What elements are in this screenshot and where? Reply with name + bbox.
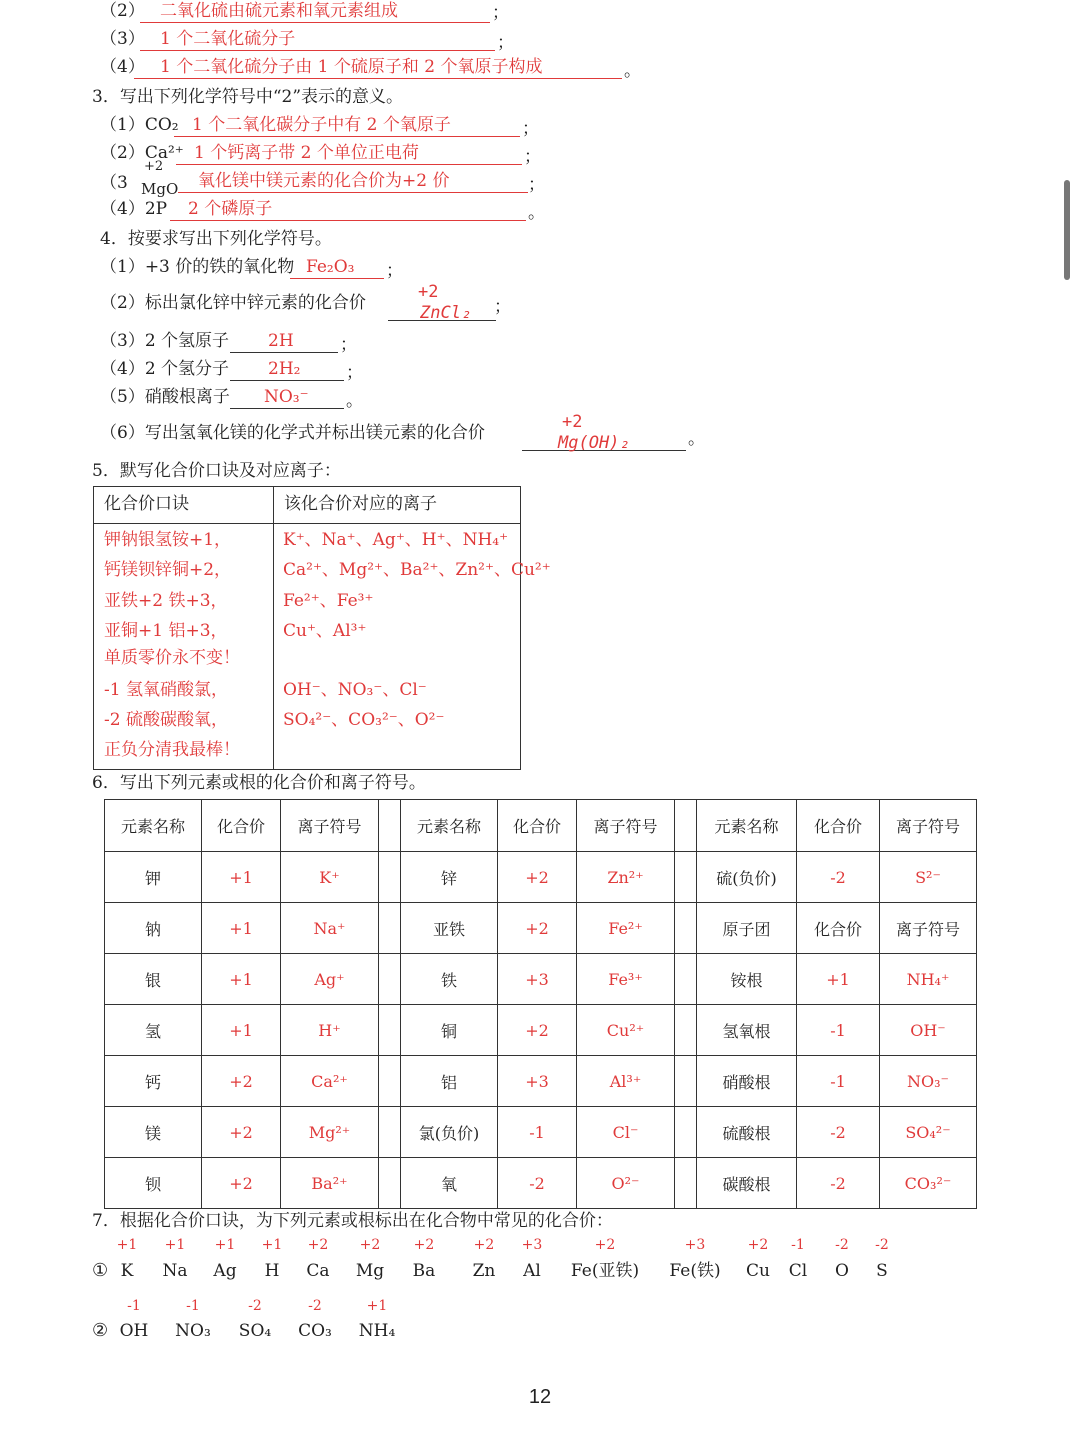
element-name-cell: 氧 bbox=[401, 1158, 498, 1209]
element-symbol: O bbox=[835, 1261, 849, 1281]
gap-cell bbox=[379, 852, 401, 903]
element-symbol: SO₄ bbox=[238, 1321, 272, 1341]
punct: ； bbox=[386, 261, 403, 281]
ion-symbol-cell: OH⁻ bbox=[880, 1005, 977, 1056]
element-name-cell: 碳酸根 bbox=[697, 1158, 797, 1209]
ion-symbol-cell: Al³⁺ bbox=[577, 1056, 675, 1107]
answer-text: 1 个二氧化碳分子中有 2 个氧原子 bbox=[192, 115, 451, 135]
valence-mark: -1 bbox=[186, 1298, 200, 1314]
valence-cell: 化合价 bbox=[797, 903, 880, 954]
valence-cell: +1 bbox=[202, 903, 281, 954]
valence-mark: +2 bbox=[594, 1237, 616, 1253]
q2-item-4: （4） bbox=[100, 57, 145, 77]
ion-symbol-cell: S²⁻ bbox=[880, 852, 977, 903]
ion-symbol-cell: Mg²⁺ bbox=[281, 1107, 379, 1158]
header-cell: 化合价 bbox=[797, 800, 880, 852]
element-symbol: Fe(铁) bbox=[669, 1261, 721, 1281]
header-rhyme: 化合价口诀 bbox=[104, 494, 189, 514]
ion-list: Ca²⁺、Mg²⁺、Ba²⁺、Zn²⁺、Cu²⁺ bbox=[283, 560, 551, 580]
element-name-cell: 氢 bbox=[105, 1005, 202, 1056]
punct: ； bbox=[346, 363, 363, 383]
ion-list: K⁺、Na⁺、Ag⁺、H⁺、NH₄⁺ bbox=[283, 530, 509, 550]
valence-mark: -1 bbox=[127, 1298, 141, 1314]
column-divider bbox=[273, 487, 274, 769]
ion-symbol-cell: H⁺ bbox=[281, 1005, 379, 1056]
valence-mark: -2 bbox=[308, 1298, 322, 1314]
table-row bbox=[105, 903, 977, 954]
punct: ； bbox=[528, 175, 545, 195]
q3-answer-2 bbox=[176, 142, 522, 165]
answer-text: 1 个二氧化硫分子 bbox=[160, 29, 296, 49]
element-symbol: CO₃ bbox=[298, 1321, 332, 1341]
valence-cell: +2 bbox=[202, 1056, 281, 1107]
valence-mark: +1 bbox=[164, 1237, 186, 1253]
table-row bbox=[105, 954, 977, 1005]
element-name-cell: 钠 bbox=[105, 903, 202, 954]
answer-text: 2 个磷原子 bbox=[188, 199, 273, 219]
valence-mark: +2 bbox=[562, 412, 583, 432]
element-name-cell: 氯(负价) bbox=[401, 1107, 498, 1158]
gap-cell bbox=[675, 1005, 697, 1056]
element-symbol: Ca bbox=[306, 1261, 330, 1281]
q4-answer-1 bbox=[290, 256, 384, 279]
valence-mark: -1 bbox=[791, 1237, 805, 1253]
ion-symbol-cell: Ba²⁺ bbox=[281, 1158, 379, 1209]
ion-symbol-cell: SO₄²⁻ bbox=[880, 1107, 977, 1158]
valence-mark: +3 bbox=[684, 1237, 706, 1253]
q2-answer-3 bbox=[140, 28, 495, 51]
element-symbol: S bbox=[876, 1261, 888, 1281]
gap-cell bbox=[675, 1158, 697, 1209]
q7-title: 7．根据化合价口诀，为下列元素或根标出在化合物中常见的化合价： bbox=[92, 1211, 613, 1231]
q4-item-2: （2）标出氯化锌中锌元素的化合价 bbox=[100, 293, 366, 313]
q4-answer-5 bbox=[230, 386, 344, 409]
valence-mark: -2 bbox=[248, 1298, 262, 1314]
valence-cell: +3 bbox=[498, 954, 577, 1005]
element-name-cell: 硫酸根 bbox=[697, 1107, 797, 1158]
q2-item-3: （3） bbox=[100, 29, 145, 49]
ion-symbol-cell: NH₄⁺ bbox=[880, 954, 977, 1005]
element-name-cell: 钙 bbox=[105, 1056, 202, 1107]
valence-ion-table bbox=[104, 799, 977, 1209]
valence-mark: +1 bbox=[261, 1237, 283, 1253]
valence-mark: +2 bbox=[418, 282, 439, 302]
q4-item-1: （1）+3 价的铁的氧化物 bbox=[100, 257, 295, 277]
element-symbol: NH₄ bbox=[358, 1321, 396, 1341]
gap-cell bbox=[379, 800, 401, 852]
gap-cell bbox=[379, 1158, 401, 1209]
answer-text: NO₃⁻ bbox=[264, 387, 309, 407]
q3-answer-3 bbox=[178, 170, 528, 193]
gap-cell bbox=[675, 852, 697, 903]
ion-symbol-cell: Na⁺ bbox=[281, 903, 379, 954]
ion-symbol-cell: Cl⁻ bbox=[577, 1107, 675, 1158]
punct: ； bbox=[524, 147, 541, 167]
element-name-cell: 银 bbox=[105, 954, 202, 1005]
valence-cell: -2 bbox=[797, 1107, 880, 1158]
answer-text: 氧化镁中镁元素的化合价为+2 价 bbox=[198, 171, 450, 191]
element-name-cell: 钾 bbox=[105, 852, 202, 903]
punct: ； bbox=[492, 3, 509, 23]
gap-cell bbox=[379, 954, 401, 1005]
gap-cell bbox=[379, 1005, 401, 1056]
q4-answer-3 bbox=[230, 330, 338, 353]
q4-item-5: （5）硝酸根离子 bbox=[100, 387, 230, 407]
ion-symbol-cell: 离子符号 bbox=[880, 903, 977, 954]
element-name-cell: 亚铁 bbox=[401, 903, 498, 954]
valence-cell: +2 bbox=[498, 903, 577, 954]
element-name-cell: 硝酸根 bbox=[697, 1056, 797, 1107]
page-number: 12 bbox=[528, 1386, 552, 1408]
element-symbol: K bbox=[120, 1261, 134, 1281]
element-name-cell: 铁 bbox=[401, 954, 498, 1005]
table-row bbox=[105, 1005, 977, 1056]
valence-mark: -2 bbox=[875, 1237, 889, 1253]
ion-symbol-cell: Cu²⁺ bbox=[577, 1005, 675, 1056]
element-symbol: H bbox=[264, 1261, 280, 1281]
ion-symbol-cell: O²⁻ bbox=[577, 1158, 675, 1209]
q3-answer-4 bbox=[170, 198, 526, 221]
gap-cell bbox=[379, 903, 401, 954]
q6-title: 6．写出下列元素或根的化合价和离子符号。 bbox=[92, 773, 426, 793]
ion-symbol-cell: K⁺ bbox=[281, 852, 379, 903]
q2-item-2 bbox=[100, 0, 145, 22]
valence-mark: -2 bbox=[835, 1237, 849, 1253]
q3-item-2: （2）Ca²⁺ bbox=[100, 143, 184, 163]
header-ions: 该化合价对应的离子 bbox=[284, 494, 437, 514]
ion-symbol-cell: Ag⁺ bbox=[281, 954, 379, 1005]
valence-cell: -1 bbox=[797, 1056, 880, 1107]
valence-cell: +2 bbox=[498, 852, 577, 903]
punct: ； bbox=[497, 33, 514, 53]
element-symbol: Cu bbox=[746, 1261, 770, 1281]
valence-cell: +1 bbox=[202, 852, 281, 903]
rhyme-line: 钾钠银氢铵+1， bbox=[104, 530, 232, 550]
ion-list: Cu⁺、Al³⁺ bbox=[283, 621, 367, 641]
q4-item-6: （6）写出氢氧化镁的化学式并标出镁元素的化合价 bbox=[100, 423, 485, 443]
q4-item-4: （4）2 个氢分子 bbox=[100, 359, 230, 379]
element-symbol: Cl bbox=[788, 1261, 808, 1281]
rhyme-line: 单质零价永不变！ bbox=[104, 648, 240, 668]
element-symbol: Mg bbox=[355, 1261, 385, 1281]
q5-title: 5．默写化合价口诀及对应离子： bbox=[92, 461, 341, 481]
header-cell: 离子符号 bbox=[880, 800, 977, 852]
element-name-cell: 锌 bbox=[401, 852, 498, 903]
element-symbol: Ba bbox=[412, 1261, 436, 1281]
punct: 。 bbox=[528, 203, 545, 223]
valence-cell: -1 bbox=[498, 1107, 577, 1158]
answer-text: 2H bbox=[268, 331, 294, 351]
answer-text: 二氧化硫由硫元素和氧元素组成 bbox=[160, 1, 398, 21]
q2-answer-2 bbox=[140, 0, 490, 23]
valence-mark: +2 bbox=[473, 1237, 495, 1253]
ion-symbol-cell: CO₃²⁻ bbox=[880, 1158, 977, 1209]
gap-cell bbox=[675, 1107, 697, 1158]
rhyme-line: 钙镁钡锌铜+2， bbox=[104, 560, 232, 580]
element-name-cell: 原子团 bbox=[697, 903, 797, 954]
header-cell: 化合价 bbox=[202, 800, 281, 852]
element-symbol: OH bbox=[119, 1321, 149, 1341]
header-cell: 化合价 bbox=[498, 800, 577, 852]
q3-item-1: （1）CO₂ bbox=[100, 115, 179, 135]
valence-cell: +2 bbox=[498, 1005, 577, 1056]
valence-mark: +2 bbox=[359, 1237, 381, 1253]
element-name-cell: 硫(负价) bbox=[697, 852, 797, 903]
table-body bbox=[105, 800, 977, 1209]
answer-text: 1 个钙离子带 2 个单位正电荷 bbox=[194, 143, 419, 163]
gap-cell bbox=[675, 903, 697, 954]
scrollbar-thumb[interactable] bbox=[1064, 180, 1070, 280]
valence-cell: +1 bbox=[202, 954, 281, 1005]
answer-text: 2H₂ bbox=[268, 359, 301, 379]
q4-title: 4．按要求写出下列化学符号。 bbox=[100, 229, 332, 249]
table-row bbox=[105, 1107, 977, 1158]
valence-mark: +3 bbox=[521, 1237, 543, 1253]
table-row bbox=[105, 852, 977, 903]
ion-symbol-cell: Fe³⁺ bbox=[577, 954, 675, 1005]
valence-cell: -2 bbox=[498, 1158, 577, 1209]
rhyme-line: 正负分清我最棒！ bbox=[104, 740, 240, 760]
rhyme-line: -2 硫酸碳酸氧， bbox=[104, 710, 228, 730]
gap-cell bbox=[379, 1107, 401, 1158]
element-name-cell: 铵根 bbox=[697, 954, 797, 1005]
q3-item-4: （4）2P bbox=[100, 199, 168, 219]
header-cell: 元素名称 bbox=[105, 800, 202, 852]
element-symbol: Al bbox=[523, 1261, 541, 1281]
rhyme-line: 亚铁+2 铁+3， bbox=[104, 591, 228, 611]
valence-mark: +2 bbox=[307, 1237, 329, 1253]
valence-mark: +2 bbox=[144, 159, 164, 174]
valence-cell: +3 bbox=[498, 1056, 577, 1107]
valence-cell: +2 bbox=[202, 1158, 281, 1209]
element-name-cell: 铜 bbox=[401, 1005, 498, 1056]
valence-mark: +1 bbox=[366, 1298, 388, 1314]
q4-item-3: （3）2 个氢原子 bbox=[100, 331, 230, 351]
table-row bbox=[105, 1158, 977, 1209]
element-symbol: Fe(亚铁) bbox=[570, 1261, 640, 1281]
punct: ； bbox=[340, 335, 357, 355]
element-name-cell: 钡 bbox=[105, 1158, 202, 1209]
answer-text: Mg(OH)₂ bbox=[558, 433, 630, 453]
valence-cell: -2 bbox=[797, 1158, 880, 1209]
valence-cell: -1 bbox=[797, 1005, 880, 1056]
item-label: （2） bbox=[100, 1, 145, 21]
ion-symbol-cell: Zn²⁺ bbox=[577, 852, 675, 903]
q4-answer-2 bbox=[388, 300, 496, 321]
element-name-cell: 铝 bbox=[401, 1056, 498, 1107]
header-cell: 离子符号 bbox=[577, 800, 675, 852]
element-symbol: Ag bbox=[213, 1261, 237, 1281]
header-cell: 离子符号 bbox=[281, 800, 379, 852]
q4-answer-4 bbox=[230, 358, 344, 381]
element-symbol: NO₃ bbox=[175, 1321, 211, 1341]
valence-mark: +1 bbox=[214, 1237, 236, 1253]
row-marker: ① bbox=[92, 1260, 109, 1281]
ion-symbol-cell: NO₃⁻ bbox=[880, 1056, 977, 1107]
valence-mark: +2 bbox=[747, 1237, 769, 1253]
answer-text: Fe₂O₃ bbox=[306, 257, 355, 277]
q2-answer-4 bbox=[134, 56, 622, 79]
element-name-cell: 氢氧根 bbox=[697, 1005, 797, 1056]
valence-rhyme-table bbox=[93, 486, 551, 770]
punct: 。 bbox=[624, 61, 641, 81]
element-symbol: Zn bbox=[472, 1261, 496, 1281]
q4-answer-6 bbox=[522, 430, 686, 451]
ion-list: OH⁻、NO₃⁻、Cl⁻ bbox=[283, 680, 427, 700]
q3-answer-1 bbox=[174, 114, 520, 137]
ion-list: Fe²⁺、Fe³⁺ bbox=[283, 591, 374, 611]
valence-cell: -2 bbox=[797, 852, 880, 903]
gap-cell bbox=[379, 1056, 401, 1107]
valence-cell: +2 bbox=[202, 1107, 281, 1158]
rhyme-line: 亚铜+1 铝+3， bbox=[104, 621, 228, 641]
element-symbol: Na bbox=[162, 1261, 188, 1281]
ion-symbol-cell: Ca²⁺ bbox=[281, 1056, 379, 1107]
gap-cell bbox=[675, 954, 697, 1005]
ion-symbol-cell: Fe²⁺ bbox=[577, 903, 675, 954]
valence-mark: +1 bbox=[116, 1237, 138, 1253]
table-row bbox=[105, 1056, 977, 1107]
valence-mark: +2 bbox=[413, 1237, 435, 1253]
answer-text: 1 个二氧化硫分子由 1 个硫原子和 2 个氧原子构成 bbox=[160, 57, 543, 77]
q3-title: 3．写出下列化学符号中“2”表示的意义。 bbox=[92, 87, 404, 107]
answer-text: ZnCl₂ bbox=[420, 303, 472, 323]
valence-cell: +1 bbox=[202, 1005, 281, 1056]
formula: MgO bbox=[141, 180, 179, 198]
valence-cell: +1 bbox=[797, 954, 880, 1005]
punct: ； bbox=[494, 297, 511, 317]
row-marker: ② bbox=[92, 1320, 109, 1341]
header-cell: 元素名称 bbox=[401, 800, 498, 852]
gap-cell bbox=[675, 800, 697, 852]
punct: ； bbox=[522, 119, 539, 139]
gap-cell bbox=[675, 1056, 697, 1107]
punct: 。 bbox=[688, 429, 705, 449]
punct: 。 bbox=[346, 391, 363, 411]
table-header-row bbox=[105, 800, 977, 852]
rhyme-line: -1 氢氧硝酸氯， bbox=[104, 680, 228, 700]
element-name-cell: 镁 bbox=[105, 1107, 202, 1158]
ion-list: SO₄²⁻、CO₃²⁻、O²⁻ bbox=[283, 710, 445, 730]
header-cell: 元素名称 bbox=[697, 800, 797, 852]
q3-item-3: （3 bbox=[100, 173, 128, 193]
